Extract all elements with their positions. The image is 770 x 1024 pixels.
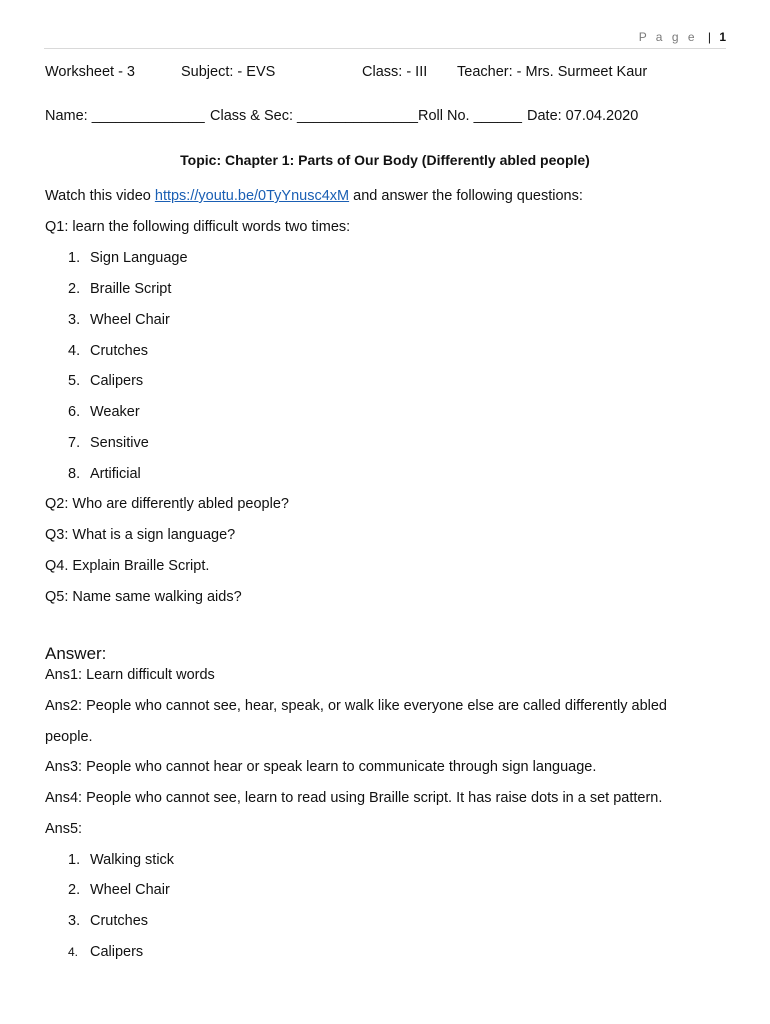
answer-5: Ans5: [45, 821, 83, 837]
answer-3: Ans3: People who cannot hear or speak learn to communicate through sign language. [45, 759, 597, 775]
question-5: Q5: Name same walking aids? [45, 589, 242, 605]
intro-line [45, 188, 583, 204]
list-item: 3. Crutches [68, 913, 149, 929]
list-item: 1. Walking stick [68, 852, 175, 868]
answer-1: Ans1: Learn difficult words [45, 667, 215, 683]
date-field: Date: 07.04.2020 [527, 108, 639, 124]
class-label: Class: - III [362, 64, 428, 80]
teacher-label: Teacher: - Mrs. Surmeet Kaur [457, 64, 648, 80]
subject-label: Subject: - EVS [181, 64, 276, 80]
list-item: 8. Artificial [68, 466, 141, 482]
list-item: 4. Calipers [68, 944, 144, 960]
list-item: 3. Wheel Chair [68, 312, 170, 328]
question-1: Q1: learn the following difficult words two times: [45, 219, 351, 235]
class-sec-field: Class & Sec: _______________ [210, 108, 418, 124]
worksheet-label: Worksheet - 3 [45, 64, 135, 80]
topic-heading: Topic: Chapter 1: Parts of Our Body (Differently abled people) [180, 152, 590, 168]
page-number: 1 [719, 30, 726, 44]
answer-2-line-2: people. [45, 729, 93, 745]
question-3: Q3: What is a sign language? [45, 527, 236, 543]
list-item: 6. Weaker [68, 404, 140, 420]
list-item: 5. Calipers [68, 373, 144, 389]
answer-heading: Answer: [45, 644, 107, 663]
header-divider [44, 48, 726, 49]
video-link[interactable]: https://youtu.be/0TyYnusc4xM [154, 188, 350, 204]
list-item: 1. Sign Language [68, 250, 188, 266]
intro-after: and answer the following questions: [349, 188, 583, 204]
page-header [639, 30, 726, 44]
list-item: 2. Braille Script [68, 281, 172, 297]
question-4: Q4. Explain Braille Script. [45, 558, 210, 574]
list-item: 7. Sensitive [68, 435, 149, 451]
list-item: 2. Wheel Chair [68, 882, 170, 898]
name-field: Name: ______________ [45, 108, 205, 124]
question-2: Q2: Who are differently abled people? [45, 496, 289, 512]
page-separator: | [707, 30, 711, 44]
list-item: 4. Crutches [68, 343, 149, 359]
answer-2-line-1: Ans2: People who cannot see, hear, speak, or walk like everyone else are called differently abled [45, 698, 667, 714]
intro-before: Watch this video [45, 188, 155, 204]
page-word: P a g e [638, 30, 698, 44]
answer-4: Ans4: People who cannot see, learn to read using Braille script. It has raise dots in a set pattern. [45, 790, 663, 806]
roll-field: Roll No. ______ [418, 108, 522, 124]
